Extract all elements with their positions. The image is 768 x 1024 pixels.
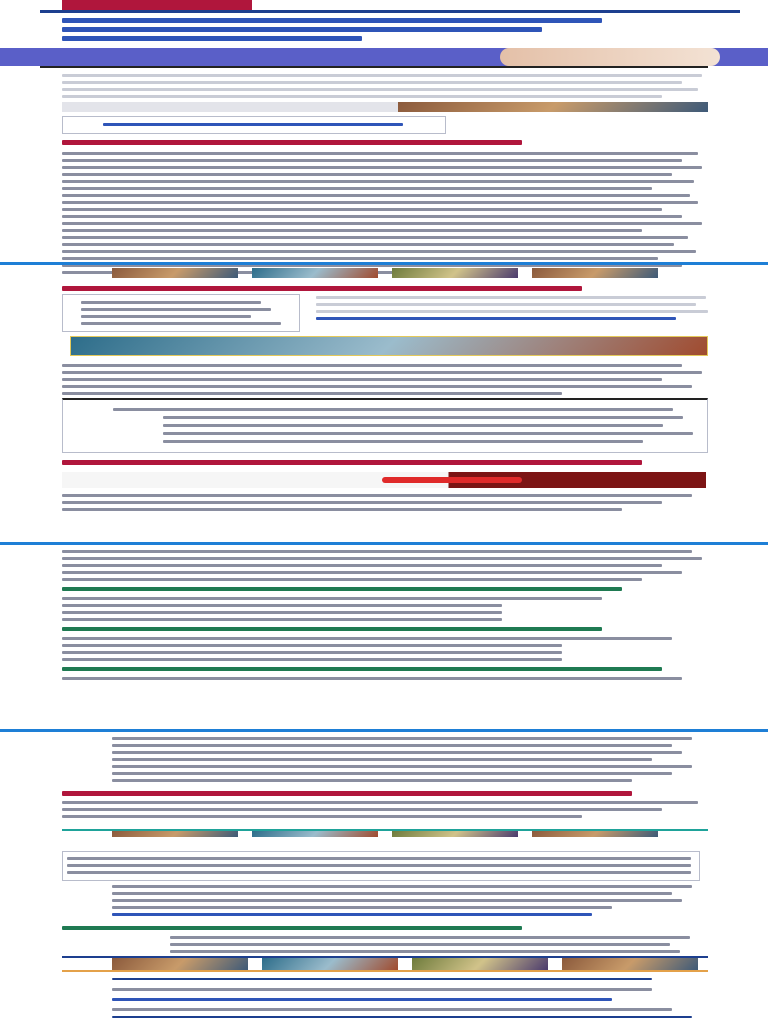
thumbnail[interactable] [412,958,548,970]
footer-links[interactable] [62,974,708,1020]
toc-box [62,294,300,332]
section-heading-bar [62,286,582,291]
section [0,546,768,712]
thumbnail[interactable] [392,831,518,837]
article-heading-bar [62,140,522,145]
section-body-lines [62,801,702,818]
promo-banner[interactable] [62,472,706,488]
section-heading-bar [62,926,522,930]
thumbnail[interactable] [112,958,248,970]
section-tail-lines [62,494,702,511]
thumbnail[interactable] [262,958,398,970]
section [0,924,768,1024]
article-callout [62,116,446,134]
section-heading-bar [62,460,642,465]
masthead [0,0,768,48]
section-divider [0,729,768,732]
section [0,266,768,522]
thumbnail[interactable] [112,831,238,837]
site-logo[interactable] [62,0,252,10]
section-body-lines [170,936,700,953]
section-divider [0,262,768,265]
section-divider [0,542,768,545]
table [62,398,708,453]
thumbnail[interactable] [562,958,698,970]
thumbnail[interactable] [112,268,238,278]
wide-banner-image[interactable] [70,336,708,356]
section-side-text [316,296,708,320]
article-image[interactable] [398,102,708,112]
data-table [62,851,700,881]
thumbnail[interactable] [392,268,518,278]
section-body-lines [62,550,702,680]
section-tail-lines [112,885,702,916]
article [0,66,768,266]
article-body-lines [62,152,702,274]
thumbnail[interactable] [532,831,658,837]
section-body-lines [112,737,702,782]
thumbnail[interactable] [252,268,378,278]
article-top-rule [40,66,708,68]
article-lead-lines [62,74,702,105]
section-body-lines [62,364,702,395]
banner-image [500,48,720,66]
image-row [62,829,708,839]
thumbnail[interactable] [252,831,378,837]
image-row [62,956,708,972]
image-row [62,268,708,278]
top-banner[interactable] [0,48,768,66]
thumbnail[interactable] [532,268,658,278]
masthead-rule [40,10,740,13]
section-heading-bar [62,791,632,796]
masthead-title-placeholder [62,18,622,41]
section [0,733,768,923]
